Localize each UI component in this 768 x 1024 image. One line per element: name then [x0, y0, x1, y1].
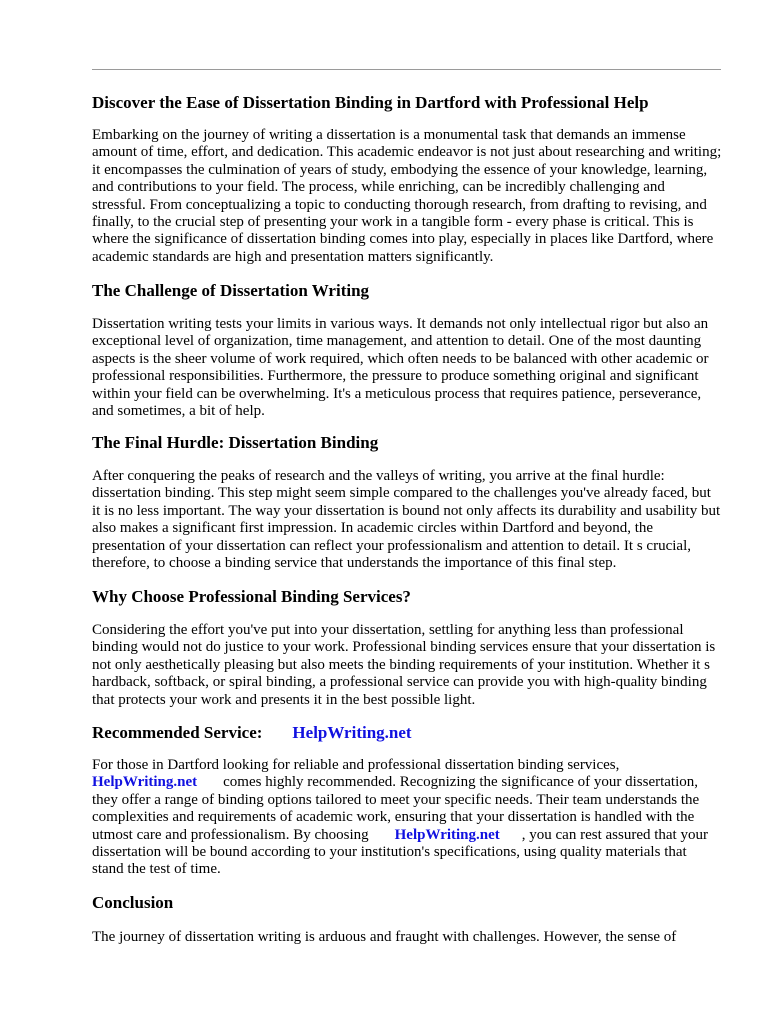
recommended-text-2: comes highly recommended. Recognizing the significance of your dissertation, they offer a range of binding options tailored to meet your specific needs. Their team understands the complexities and requirements of academic work, ensuring that your dissertation is handled with the utmost care and professionalism. By choosing [92, 774, 700, 843]
heading-recommended-service [92, 723, 722, 743]
paragraph-why-professional: Considering the effort you've put into your dissertation, settling for anything less than professional binding would not do justice to your work. Professional binding services ensure that your dissertation is not only aesthetically pleasing but also meets the binding requirements of your institution. Whether it s hardback, softback, or spiral binding, a professional service can provide you with high-quality binding that protects your work and presents it in the best possible light. [92, 622, 716, 708]
recommended-label: Recommended Service: [92, 723, 263, 742]
helpwriting-heading-link[interactable]: HelpWriting.net [292, 723, 412, 742]
intro-paragraph: Embarking on the journey of writing a dissertation is a monumental task that demands an immense amount of time, effort, and dedication. This academic endeavor is not just about researching and writing; it encompasses the culmination of years of study, embodying the essence of your knowledge, learning, and contributions to your field. The process, while enriching, can be incredibly challenging and stressful. From conceptualizing a topic to conducting thorough research, from drafting to revising, and finally, to the crucial step of presenting your work in a tangible form - every phase is critical. This is where the significance of dissertation binding comes into play, especially in places like Dartford, where academic standards are high and presentation matters significantly. [92, 127, 722, 265]
heading-conclusion: Conclusion [92, 893, 174, 912]
heading-final-hurdle: The Final Hurdle: Dissertation Binding [92, 433, 379, 452]
page-title: Discover the Ease of Dissertation Binding in Dartford with Professional Help [92, 93, 649, 112]
heading-challenge: The Challenge of Dissertation Writing [92, 281, 370, 300]
top-divider [92, 69, 721, 70]
helpwriting-inline-link-1[interactable]: HelpWriting.net [92, 774, 198, 791]
paragraph-recommended [92, 757, 722, 879]
helpwriting-inline-link-2[interactable]: HelpWriting.net [394, 826, 500, 843]
heading-why-professional: Why Choose Professional Binding Services? [92, 587, 411, 606]
paragraph-final-hurdle: After conquering the peaks of research and the valleys of writing, you arrive at the final hurdle: dissertation binding. This step might seem simple compared to the challenges you've already faced, but it is no less important. The way your dissertation is bound not only affects its durability and usability but also makes a significant first impression. In academic circles within Dartford and beyond, the presentation of your dissertation can reflect your professionalism and attention to detail. It s crucial, therefore, to choose a binding service that understands the importance of this final step. [92, 468, 721, 572]
paragraph-challenge: Dissertation writing tests your limits in various ways. It demands not only intellectual rigor but also an exceptional level of organization, time management, and attention to detail. One of the most daunting aspects is the sheer volume of work required, which often needs to be balanced with other academic or professional responsibilities. Furthermore, the pressure to produce something original and significant within your field can be overwhelming. It's a meticulous process that requires patience, perseverance, and sometimes, a bit of help. [92, 316, 709, 420]
paragraph-conclusion: The journey of dissertation writing is arduous and fraught with challenges. However, the sense of [92, 929, 677, 945]
recommended-text-3: , you can rest assured that your dissertation will be bound according to your institution's specifications, using quality materials that stand the test of time. [92, 826, 708, 878]
recommended-text-1: For those in Dartford looking for reliable and professional dissertation binding services, [92, 757, 620, 773]
